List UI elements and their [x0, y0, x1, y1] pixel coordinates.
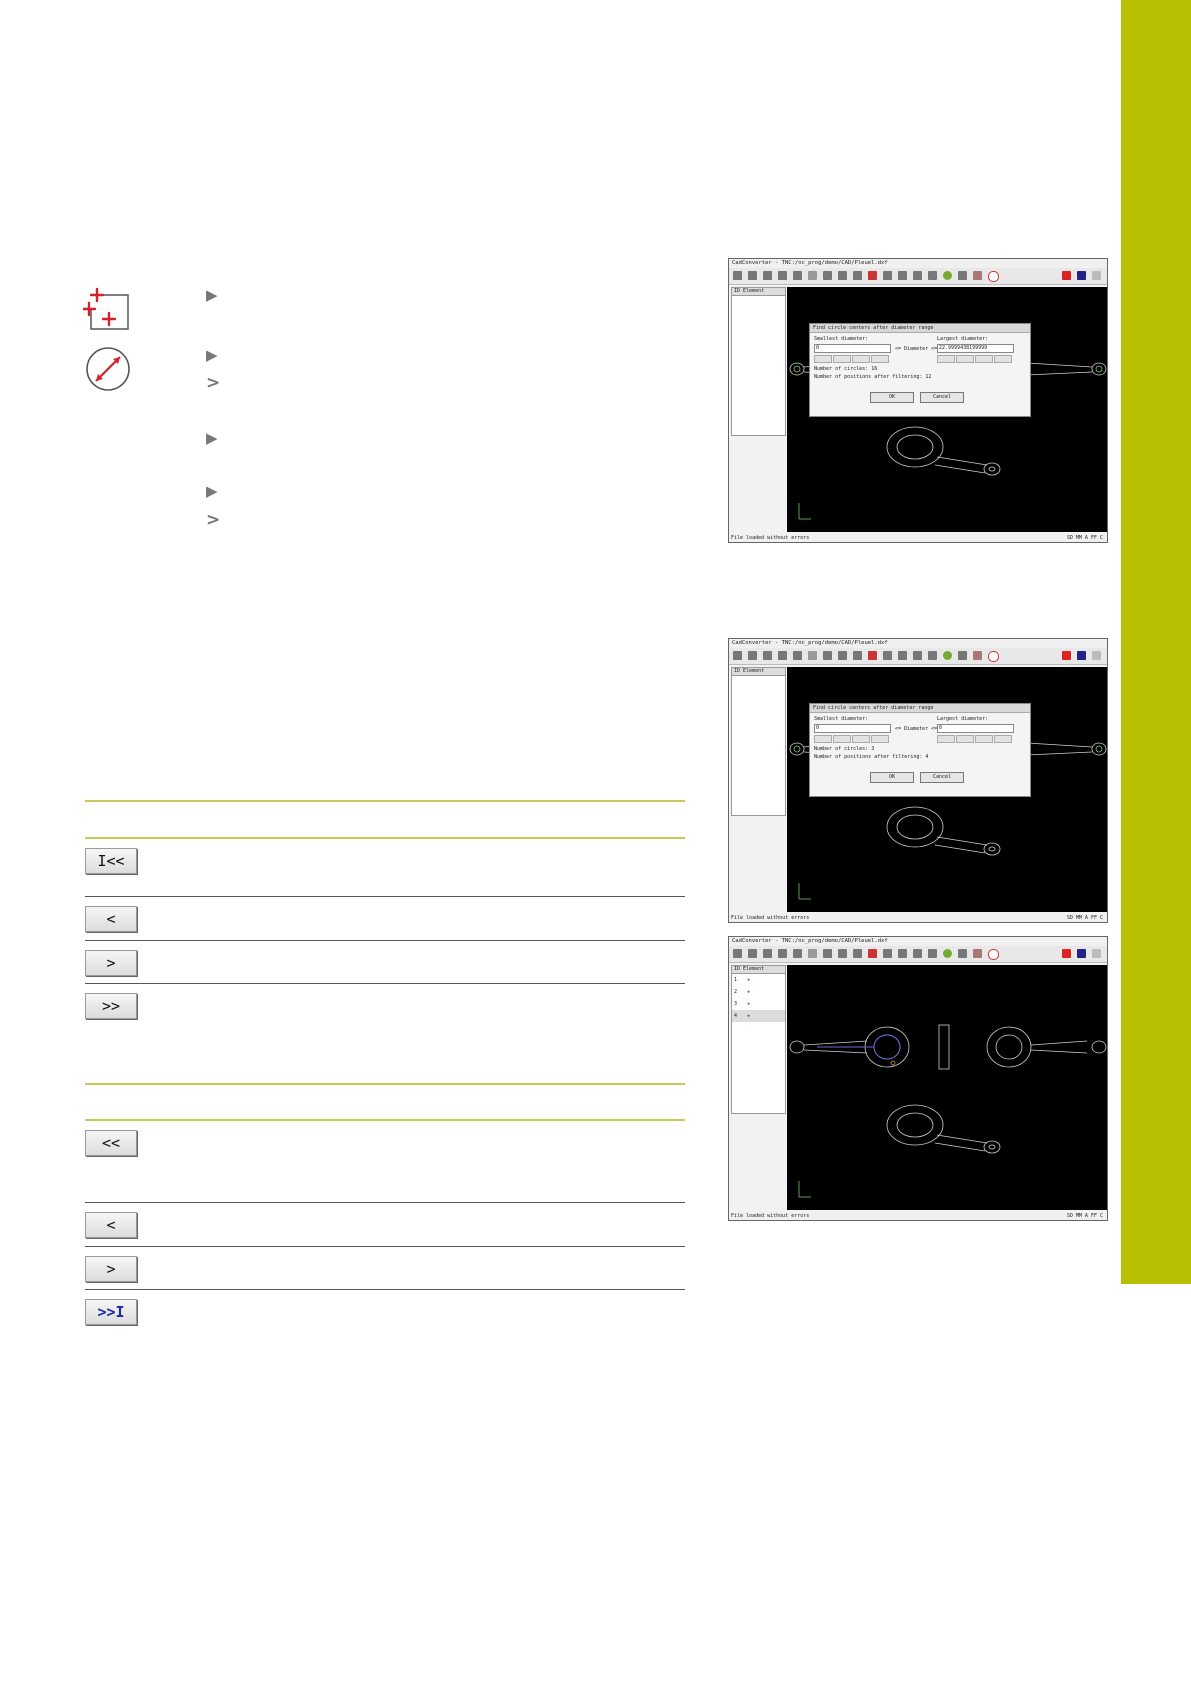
largest-diameter-label: Largest diameter:	[937, 716, 989, 722]
table-top-rule	[85, 1083, 685, 1085]
row-divider	[85, 983, 685, 984]
ok-button[interactable]: OK	[870, 392, 914, 403]
softkey-first-button[interactable]: I<<	[85, 848, 137, 874]
status-indicators: SD MM A FF C	[1066, 1213, 1103, 1219]
element-list-panel	[731, 287, 786, 436]
point-icon: ✚	[747, 1001, 751, 1007]
dialog-title: Find circle centers after diameter range	[810, 324, 1030, 333]
row-divider	[85, 940, 685, 941]
step-arrow-icon: ▶	[206, 430, 218, 447]
window-title: CadConverter - TNC:/nc_prog/demo/CAD/Pleuel.dxf	[729, 937, 1107, 946]
status-bar	[729, 1212, 1107, 1220]
part-drawing	[787, 965, 1107, 1210]
cad-converter-screenshot-2	[728, 638, 1108, 923]
softkey-first-button[interactable]: <<	[85, 1130, 137, 1156]
element-list-panel	[731, 965, 786, 1114]
status-bar	[729, 914, 1107, 922]
result-chevron-icon: >	[206, 510, 221, 530]
circle-count-text: Number of circles: 16	[814, 366, 878, 372]
status-text: File loaded without errors	[731, 1213, 810, 1219]
circle-diameter-icon	[85, 346, 131, 392]
table-header-rule	[85, 837, 685, 839]
toolbar	[729, 648, 1107, 665]
list-item[interactable]: 4 ✚	[732, 1010, 785, 1022]
cancel-button[interactable]: Cancel	[920, 392, 964, 403]
point-icon: ✚	[747, 1013, 751, 1019]
row-divider	[85, 1289, 685, 1290]
table-top-rule	[85, 800, 685, 802]
step-arrow-icon: ▶	[206, 347, 218, 364]
circle-count-text: Number of circles: 3	[814, 746, 875, 752]
table-header-rule	[85, 1119, 685, 1121]
plus-markers-icon	[83, 287, 131, 331]
panel-header: ID Element	[732, 668, 785, 676]
largest-diameter-field[interactable]: 0	[937, 724, 1014, 733]
point-icon: ✚	[747, 989, 751, 995]
element-list-panel	[731, 667, 786, 816]
window-title: CadConverter - TNC:/nc_prog/demo/CAD/Pleuel.dxf	[729, 259, 1107, 268]
step-arrow-icon: ▶	[206, 287, 218, 304]
cad-converter-screenshot-1	[728, 258, 1108, 543]
ok-button[interactable]: OK	[870, 772, 914, 783]
softkey-next-button[interactable]: >	[85, 1256, 137, 1282]
smallest-diameter-field[interactable]: 0	[814, 344, 891, 353]
status-bar	[729, 534, 1107, 542]
largest-diameter-label: Largest diameter:	[937, 336, 989, 342]
list-item[interactable]: 3 ✚	[734, 1001, 751, 1007]
result-chevron-icon: >	[206, 373, 221, 393]
largest-diameter-field[interactable]: 22.9999438199999	[937, 344, 1014, 353]
cancel-button[interactable]: Cancel	[920, 772, 964, 783]
toolbar	[729, 946, 1107, 963]
softkey-next-button[interactable]: >	[85, 950, 137, 976]
cad-converter-screenshot-3	[728, 936, 1108, 1221]
chapter-tab-band	[1121, 0, 1191, 1284]
point-icon: ✚	[747, 977, 751, 983]
toolbar	[729, 268, 1107, 285]
row-divider	[85, 896, 685, 897]
step-arrow-icon: ▶	[206, 483, 218, 500]
panel-header: ID Element	[732, 288, 785, 296]
position-count-text: Number of positions after filtering: 12	[814, 374, 932, 380]
window-title: CadConverter - TNC:/nc_prog/demo/CAD/Pleuel.dxf	[729, 639, 1107, 648]
softkey-prev-button[interactable]: <	[85, 1212, 137, 1238]
status-text: File loaded without errors	[731, 535, 810, 541]
drawing-canvas	[787, 965, 1107, 1210]
status-indicators: SD MM A FF C	[1066, 535, 1103, 541]
panel-header: ID Element	[732, 966, 785, 974]
softkey-prev-button[interactable]: <	[85, 906, 137, 932]
diameter-range-label: <= Diameter <=	[895, 726, 938, 732]
softkey-last-button[interactable]: >>I	[85, 1299, 137, 1325]
status-text: File loaded without errors	[731, 915, 810, 921]
row-divider	[85, 1246, 685, 1247]
position-count-text: Number of positions after filtering: 4	[814, 754, 929, 760]
dialog-title: Find circle centers after diameter range	[810, 704, 1030, 713]
diameter-range-label: <= Diameter <=	[895, 346, 938, 352]
list-item[interactable]: 1 ✚	[734, 977, 751, 983]
smallest-diameter-label: Smallest diameter:	[814, 716, 869, 722]
status-indicators: SD MM A FF C	[1066, 915, 1103, 921]
smallest-diameter-label: Smallest diameter:	[814, 336, 869, 342]
diameter-range-dialog	[809, 323, 1031, 417]
list-item[interactable]: 2 ✚	[734, 989, 751, 995]
row-divider	[85, 1202, 685, 1203]
diameter-range-dialog	[809, 703, 1031, 797]
softkey-last-button[interactable]: >>	[85, 993, 137, 1019]
smallest-diameter-field[interactable]: 0	[814, 724, 891, 733]
